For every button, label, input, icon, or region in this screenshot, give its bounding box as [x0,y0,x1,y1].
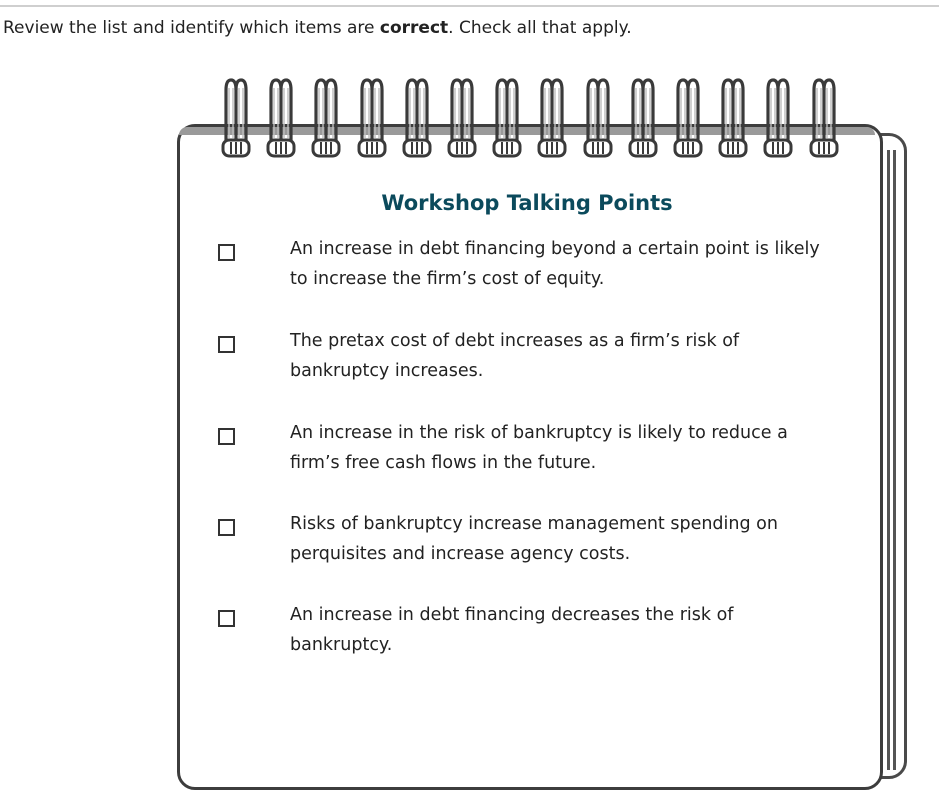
spiral-ring-icon [401,78,433,166]
item-checkbox[interactable] [218,428,235,445]
item-checkbox[interactable] [218,336,235,353]
spiral-ring-icon [717,78,749,166]
item-text: Risks of bankruptcy increase management spending on perquisites and increase agency costs. [290,514,778,564]
item-text: An increase in the risk of bankruptcy is likely to reduce a firm’s free cash flows in the future. [290,423,788,473]
spiral-ring-icon [808,78,840,166]
spiral-ring-icon [491,78,523,166]
notepad-title: Workshop Talking Points [381,191,673,215]
spiral-ring-icon [672,78,704,166]
item-checkbox[interactable] [218,244,235,261]
instructions-emphasis: correct [379,18,449,38]
item-checkbox[interactable] [218,519,235,536]
item-text: An increase in debt financing decreases the risk of bankruptcy. [290,605,734,655]
item-text: The pretax cost of debt increases as a firm’s risk of bankruptcy increases. [290,331,740,381]
spiral-ring-icon [265,78,297,166]
spiral-ring-icon [762,78,794,166]
spiral-ring-icon [582,78,614,166]
spiral-ring-icon [446,78,478,166]
instructions-text-after: . Check all that apply. [448,18,632,38]
item-text: An increase in debt financing beyond a certain point is likely to increase the firm’s cost of equity. [290,239,820,289]
spiral-ring-icon [627,78,659,166]
spiral-ring-icon [220,78,252,166]
spiral-ring-icon [310,78,342,166]
notepad-page-edge [887,150,890,770]
top-divider [0,5,939,7]
instructions [3,16,632,40]
spiral-binding [220,78,850,168]
spiral-ring-icon [356,78,388,166]
spiral-ring-icon [536,78,568,166]
instructions-text-before: Review the list and identify which items are [3,18,380,38]
notepad-page-edge [893,150,896,770]
item-checkbox[interactable] [218,610,235,627]
